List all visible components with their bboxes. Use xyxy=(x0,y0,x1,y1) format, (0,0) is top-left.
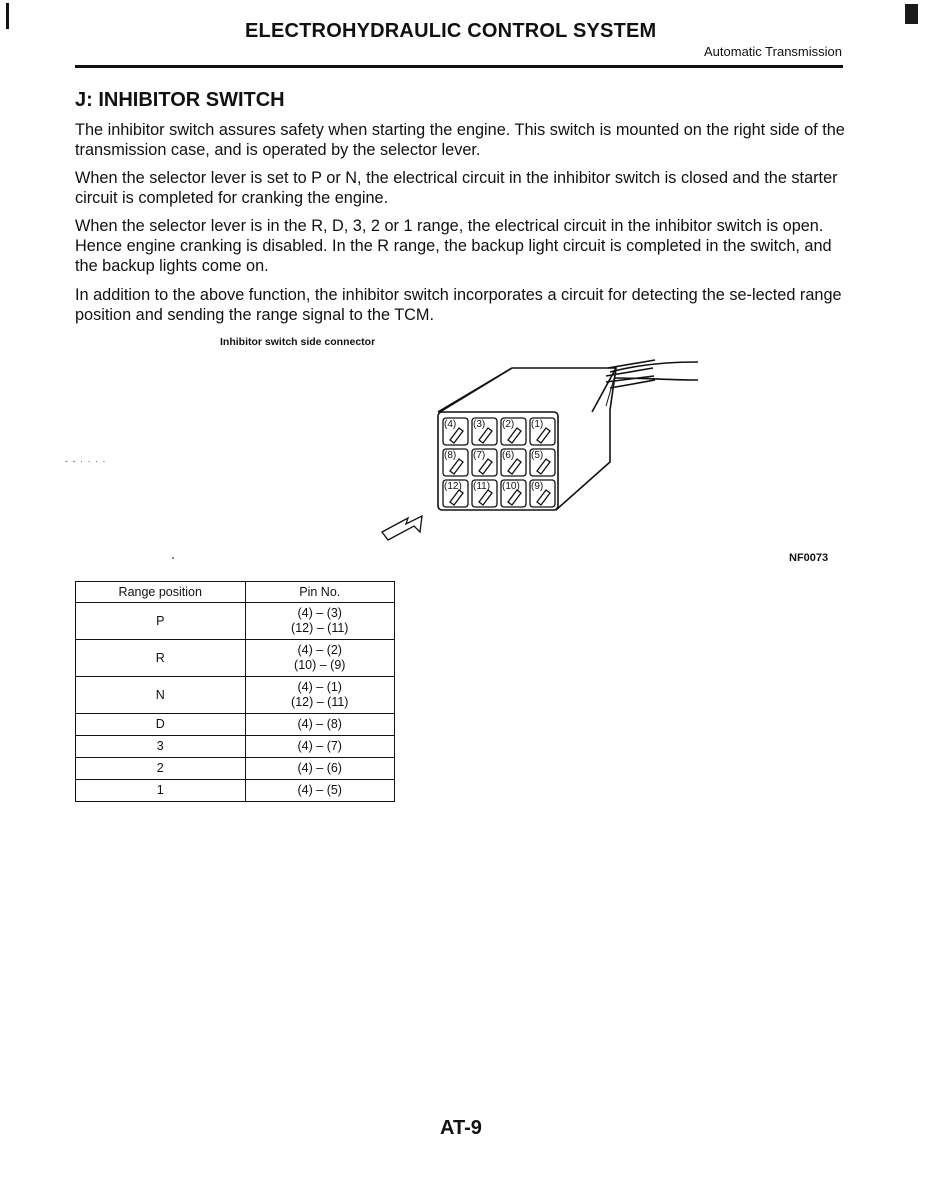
range-cell: P xyxy=(76,603,246,640)
table-row xyxy=(76,714,395,736)
scan-artifact-dot xyxy=(172,557,174,559)
pin-pair: (4) – (1) xyxy=(297,680,342,694)
pin-terminal-icon xyxy=(508,459,521,474)
pin-label: (1) xyxy=(531,419,544,430)
figure-code: NF0073 xyxy=(789,552,829,564)
pin-cell xyxy=(245,714,395,736)
pin-pair: (10) – (9) xyxy=(294,658,346,672)
pin-cell xyxy=(245,640,395,677)
connector-pin xyxy=(472,449,497,476)
range-cell: N xyxy=(76,677,246,714)
header-rule xyxy=(75,65,843,68)
connector-pin xyxy=(472,480,497,507)
wire-1 xyxy=(610,362,698,372)
table-row xyxy=(76,677,395,714)
pin-label: (3) xyxy=(473,419,486,430)
pin-grid xyxy=(443,418,555,507)
connector-pin xyxy=(501,480,526,507)
table-row xyxy=(76,736,395,758)
pin-pair: (12) – (11) xyxy=(291,695,349,709)
range-pin-table xyxy=(75,581,395,802)
table-header-pin: Pin No. xyxy=(245,582,395,603)
pin-terminal-icon xyxy=(508,490,521,505)
pin-terminal-icon xyxy=(537,459,550,474)
page-edge-mark xyxy=(6,3,9,29)
table-row xyxy=(76,758,395,780)
page-corner-mark xyxy=(905,4,918,24)
pin-cell xyxy=(245,603,395,640)
pin-label: (11) xyxy=(473,481,491,492)
paragraph-1: The inhibitor switch assures safety when starting the engine. This switch is mounted on the right side of the transmission case, and is operated by the selector lever. xyxy=(75,121,845,159)
paragraph-3: When the selector lever is in the R, D, 3, 2 or 1 range, the electrical circuit in the inhibitor switch is open. Hence engine cranking is disabled. In the R range, the backup light circuit is completed in the switch, and the backup lights come on. xyxy=(75,217,832,275)
pin-terminal-icon xyxy=(450,459,463,474)
paragraph-4: In addition to the above function, the inhibitor switch incorporates a circuit for detecting the se-lected range position and sending the range signal to the TCM. xyxy=(75,286,842,324)
pin-label: (7) xyxy=(473,450,486,461)
paragraph-2: When the selector lever is set to P or N, the electrical circuit in the inhibitor switch is closed and the starter circuit is completed for cranking the engine. xyxy=(75,169,838,207)
connector-housing xyxy=(438,368,616,510)
section-title: ELECTROHYDRAULIC CONTROL SYSTEM xyxy=(245,20,657,42)
page-heading: J: INHIBITOR SWITCH xyxy=(75,89,285,111)
connector-pin xyxy=(443,418,468,445)
pin-pair: (12) – (11) xyxy=(291,621,349,635)
connector-pin xyxy=(443,480,468,507)
insertion-arrow-icon xyxy=(382,516,422,540)
pin-pair: (4) – (2) xyxy=(297,643,342,657)
figure-caption: Inhibitor switch side connector xyxy=(220,336,376,348)
range-cell: R xyxy=(76,640,246,677)
connector-pin xyxy=(472,418,497,445)
pin-terminal-icon xyxy=(450,490,463,505)
range-cell: 3 xyxy=(76,736,246,758)
pin-label: (12) xyxy=(444,481,462,492)
range-cell: 1 xyxy=(76,780,246,802)
pin-label: (9) xyxy=(531,481,544,492)
connector-pin xyxy=(443,449,468,476)
table-row xyxy=(76,780,395,802)
pin-pair: (4) – (8) xyxy=(297,717,342,731)
table-header-range: Range position xyxy=(76,582,246,603)
pin-label: (5) xyxy=(531,450,544,461)
pin-pair: (4) – (5) xyxy=(297,783,342,797)
pin-label: (10) xyxy=(502,481,520,492)
pin-terminal-icon xyxy=(508,428,521,443)
scan-artifact: - - · · · · xyxy=(65,456,107,466)
range-cell: D xyxy=(76,714,246,736)
pin-terminal-icon xyxy=(537,428,550,443)
pin-terminal-icon xyxy=(537,490,550,505)
table-row xyxy=(76,603,395,640)
connector-illustration xyxy=(370,350,710,550)
page-number: AT-9 xyxy=(440,1117,482,1139)
pin-cell xyxy=(245,736,395,758)
pin-terminal-icon xyxy=(479,428,492,443)
connector-pin xyxy=(530,418,555,445)
pin-terminal-icon xyxy=(450,428,463,443)
pin-label: (4) xyxy=(444,419,457,430)
connector-pin xyxy=(530,480,555,507)
subsection-title: Automatic Transmission xyxy=(704,44,842,59)
connector-pin xyxy=(530,449,555,476)
pin-cell xyxy=(245,677,395,714)
pin-terminal-icon xyxy=(479,459,492,474)
table-row xyxy=(76,640,395,677)
pin-label: (6) xyxy=(502,450,515,461)
pin-cell xyxy=(245,758,395,780)
pin-terminal-icon xyxy=(479,490,492,505)
pin-pair: (4) – (6) xyxy=(297,761,342,775)
pin-pair: (4) – (7) xyxy=(297,739,342,753)
connector-pin xyxy=(501,449,526,476)
connector-pin xyxy=(501,418,526,445)
pin-cell xyxy=(245,780,395,802)
pin-pair: (4) – (3) xyxy=(297,606,342,620)
pin-label: (8) xyxy=(444,450,457,461)
range-cell: 2 xyxy=(76,758,246,780)
pin-label: (2) xyxy=(502,419,515,430)
